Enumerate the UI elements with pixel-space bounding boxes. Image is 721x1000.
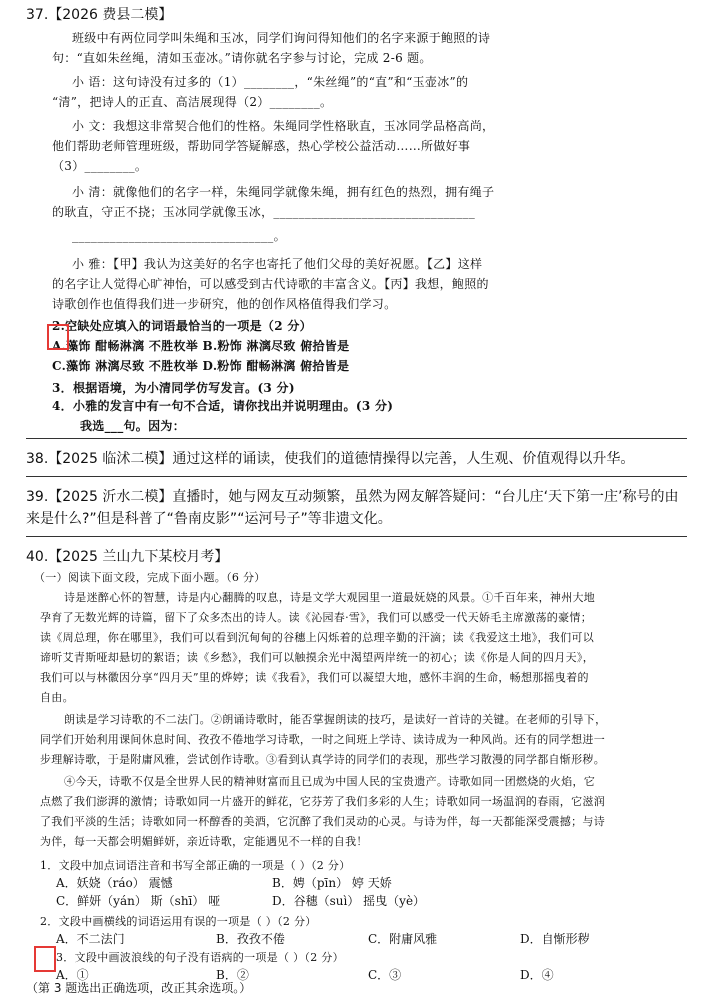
q37-line: 他们帮助老师管理班级，帮助同学答疑解惑，热心学校公益活动……所做好事 [52,139,471,153]
q40-q1-option-a: A．妖娆（ráo） 震憾 [56,876,173,890]
q40-q2-option-d: D．自惭形秽 [520,932,590,946]
q40-passage-line: 朗读是学习诗歌的不二法门。②朗诵诗歌时，能否掌握朗读的技巧，是读好一首诗的关键。在老师的引导下， [64,713,607,726]
q40-subquestion-1: 1．文段中加点词语注音和书写全部正确的一项是（ ）（2 分） [40,859,351,872]
q40-passage-line: 步理解诗歌，于是附庸风雅，尝试创作诗歌。③看到认真学诗的同学们的表现，那些学习散漫的同学都自惭形秽。 [40,753,605,766]
q37-options-row-2: C.藻饰 淋漓尽致 不胜枚举 D.粉饰 酣畅淋漓 俯拾皆是 [52,359,350,373]
q37-line: 小 语：这句诗没有过多的（1）________，“朱丝绳”的“直”和“玉壶冰”的 [72,75,469,89]
q37-line: 的耿直，守正不挠；玉冰同学就像玉冰，________________________________ [52,205,476,219]
q40-q3-option-c: C．③ [368,968,402,982]
divider [26,438,687,439]
q40-passage-line: 孕育了无数光辉的诗篇，留下了众多杰出的诗人。读《沁园春·雪》，我们可以感受一代天娇毛主席激荡的豪情； [40,611,592,624]
q40-q3-option-b: B．② [216,968,249,982]
q40-passage-line: 读《周总理，你在哪里》，我们可以看到沉甸甸的谷穗上闪烁着的总理辛勤的汗滴；读《我爱这土地》，我们可以 [40,631,594,644]
q40-q3-option-d: D．④ [520,968,554,982]
q40-q2-option-a: A．不二法门 [56,932,125,946]
q40-q3-option-a: A．① [56,968,89,982]
q37-line: 句：“直如朱丝绳，清如玉壶冰。”请你就名字参与讨论，完成 2-6 题。 [52,51,432,65]
q37-line: 的名字让人觉得心旷神怡，可以感受到古代诗歌的丰富含义。【丙】我想，鲍照的 [52,277,489,291]
q40-passage-line: 谛听艾青斯哑却悬切的絮语；读《乡愁》，我们可以触摸余光中渴望两岸统一的初心；读《你是人间的四月天》， [40,651,594,664]
q40-subquestion-3: 3．文段中画波浪线的句子没有语病的一项是（ ）（2 分） [56,951,344,964]
q40-passage-line: ④今天，诗歌不仅是全世界人民的精神财富而且已成为中国人民的宝贵遗产。诗歌如同一团燃烧的火焰，它 [64,775,596,788]
q37-line: “清”，把诗人的正直、高洁展现得（2）________。 [52,95,333,109]
q37-line: 诗歌创作也值得我们进一步研究，他的创作风格值得我们学习。 [52,297,397,311]
q40-passage-line: 自由。 [40,691,74,704]
q40-q1-option-d: D．谷穗（suì） 摇曳（yè） [272,894,426,908]
q40-subquestion-2: 2．文段中画横线的词语运用有误的一项是（ ）（2 分） [40,915,317,928]
q40-passage-line: 为伴，每一天都会明媚鲜妍，亲近诗歌，定能遇见不一样的自我！ [40,835,368,848]
q37-line: 小 雅：【甲】我认为这美好的名字也寄托了他们父母的美好祝愿。【乙】这样 [72,257,483,271]
q40-q1-option-c: C．鲜妍（yán） 斯（shī） 哑 [56,894,221,908]
divider [26,536,687,537]
q37-line: （3）________。 [52,159,148,173]
q39-text: 39.【2025 沂水二模】直播时，她与网友互动频繁，虽然为网友解答疑问：“台儿庄‘天下第一庄’称号的由来是什么?”但是科普了“鲁南皮影”“运河号子”等非遗文化。 [26,489,679,527]
q40-q2-option-b: B．孜孜不倦 [216,932,285,946]
q40-intro: （一）阅读下面文段，完成下面小题。（6 分） [34,571,266,584]
q40-q1-option-b: B．娉（pīn） 婷 天娇 [272,876,392,890]
q37-line: 小 文：我想这非常契合他们的性格。朱绳同学性格耿直，玉冰同学品格高尚， [72,119,495,133]
q37-subquestion-3: 3．根据语境，为小清同学仿写发言。(3 分) [52,381,295,395]
q40-q2-option-c: C．附庸风雅 [368,932,438,946]
q37-line: 小 清：就像他们的名字一样，朱绳同学就像朱绳，拥有红色的热烈，拥有绳子 [72,185,495,199]
q40-passage-line: 点燃了我们澎湃的激情；诗歌如同一片盛开的鲜花，它芬芳了我们多彩的人生；诗歌如同一场温润的春雨，它滋润 [40,795,605,808]
q40-passage-line: 同学们开始利用课间休息时间、孜孜不倦地学习诗歌，一时之间班上学诗、读诗成为一种风尚。还有的同学想进一 [40,733,605,746]
q37-line: 班级中有两位同学叫朱绳和玉冰，同学们询问得知他们的名字来源于鲍照的诗 [72,31,491,45]
highlight-box [34,946,56,972]
highlight-box [47,324,69,350]
q37-header: 37.【2026 费县二模】 [26,7,173,23]
q37-subquestion-4: 4．小雅的发言中有一句不合适，请你找出并说明理由。(3 分) [52,399,394,413]
q40-passage-line: 了我们平淡的生活；诗歌如同一杯醇香的美酒，它沉醉了我们灵动的心灵。与诗为伴，每一天都能深受震撼；与诗 [40,815,605,828]
q40-passage-line: 诗是迷醉心怀的智慧，诗是内心翻腾的叹息，诗是文学大观园里一道最妩娆的风景。①千百年来，神州大地 [64,591,596,604]
q37-answer-line: 我选___句。因为： [80,419,186,433]
q37-subquestion-2: 2.空缺处应填入的词语最恰当的一项是（2 分） [52,319,312,333]
q38-text: 38.【2025 临沭二模】通过这样的诵读，使我们的道德情操得以完善，人生观、价值观得以升华。 [26,451,635,467]
q37-line: ________________________________。 [72,229,286,243]
q37-options-row-1: A.藻饰 酣畅淋漓 不胜枚举 B.粉饰 淋漓尽致 俯拾皆是 [52,339,350,353]
divider [26,476,687,477]
q40-header: 40.【2025 兰山九下某校月考】 [26,549,229,565]
q40-passage-line: 我们可以与林徽因分享“四月天”里的烨婷；读《我看》，我们可以凝望大地，感怀丰润的生命，畅想那摇曳着的 [40,671,589,684]
q40-note: （第 3 题选出正确选项，改正其余选项。） [26,981,252,995]
